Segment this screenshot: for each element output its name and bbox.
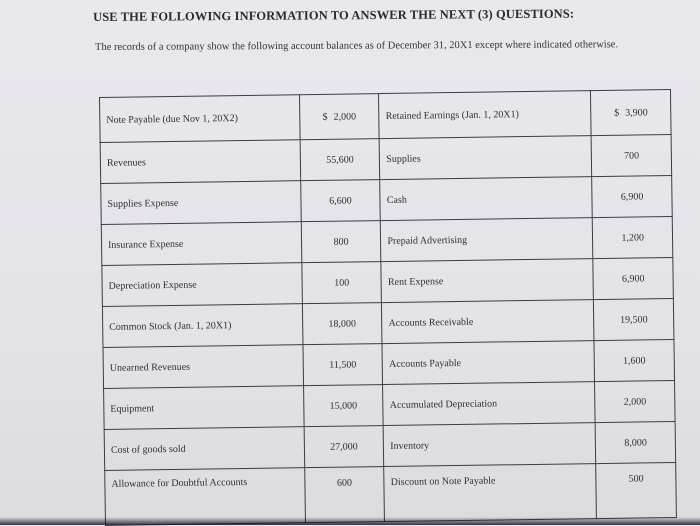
row-1-left-value-cell — [299, 94, 379, 140]
row-10-right-label: Discount on Note Payable — [384, 464, 597, 522]
row-5-right-value: 6,900 — [593, 258, 673, 300]
row-8-left-value: 15,000 — [303, 385, 383, 427]
row-3-right-label: Cash — [380, 177, 593, 221]
row-10-left-value: 600 — [304, 467, 384, 523]
row-7-left-label: Unearned Revenues — [103, 345, 303, 389]
row-2-right-label: Supplies — [379, 136, 592, 180]
row-1-left-value: 2,000 — [333, 110, 357, 123]
row-3-right-value: 6,900 — [592, 176, 672, 218]
row-5-right-label: Rent Expense — [381, 259, 594, 303]
row-8-right-value: 2,000 — [595, 380, 675, 422]
row-10-right-value: 500 — [596, 462, 676, 518]
row-4-right-label: Prepaid Advertising — [381, 218, 594, 262]
row-8-right-label: Accumulated Depreciation — [383, 382, 596, 426]
row-2-right-value: 700 — [591, 135, 671, 177]
account-balances-table — [99, 89, 677, 526]
row-4-left-label: Insurance Expense — [101, 222, 301, 266]
page-heading: USE THE FOLLOWING INFORMATION TO ANSWER THE NEXT (3) QUESTIONS: — [93, 6, 575, 24]
row-1-right-value-cell — [591, 90, 671, 136]
row-6-left-label: Common Stock (Jan. 1, 20X1) — [102, 304, 302, 348]
row-4-right-value: 1,200 — [593, 217, 673, 259]
row-1-left-label: Note Payable (due Nov 1, 20X2) — [100, 95, 300, 143]
currency-symbol: $ — [322, 111, 328, 123]
table-row — [100, 90, 672, 143]
row-2-left-label: Revenues — [100, 140, 300, 184]
row-9-right-value: 8,000 — [595, 421, 675, 463]
intro-text: The records of a company show the following account balances as of December 31, 20X1 except where indicated otherwise. — [95, 39, 619, 53]
row-9-right-label: Inventory — [383, 423, 596, 467]
row-7-right-label: Accounts Payable — [382, 341, 595, 385]
row-6-right-value: 19,500 — [594, 299, 674, 341]
row-6-right-label: Accounts Receivable — [382, 300, 595, 344]
row-4-left-value: 800 — [301, 221, 381, 263]
screen-edge-shadow — [0, 517, 700, 525]
table-row — [105, 462, 677, 525]
row-5-left-value: 100 — [302, 262, 382, 304]
row-6-left-value: 18,000 — [302, 303, 382, 345]
row-3-left-value: 6,600 — [300, 180, 380, 222]
account-balances-table-wrap — [99, 89, 677, 525]
row-7-right-value: 1,600 — [594, 339, 674, 381]
row-7-left-value: 11,500 — [303, 344, 383, 386]
row-8-left-label: Equipment — [104, 386, 304, 430]
currency-symbol: $ — [614, 107, 620, 119]
row-10-left-label: Allowance for Doubtful Accounts — [105, 468, 305, 526]
row-5-left-label: Depreciation Expense — [102, 263, 302, 307]
row-2-left-value: 55,600 — [300, 139, 380, 181]
row-3-left-label: Supplies Expense — [101, 181, 301, 225]
row-9-left-value: 27,000 — [304, 426, 384, 468]
row-1-right-label: Retained Earnings (Jan. 1, 20X1) — [379, 91, 592, 139]
row-9-left-label: Cost of goods sold — [104, 427, 304, 471]
row-1-right-value: 3,900 — [625, 106, 648, 119]
